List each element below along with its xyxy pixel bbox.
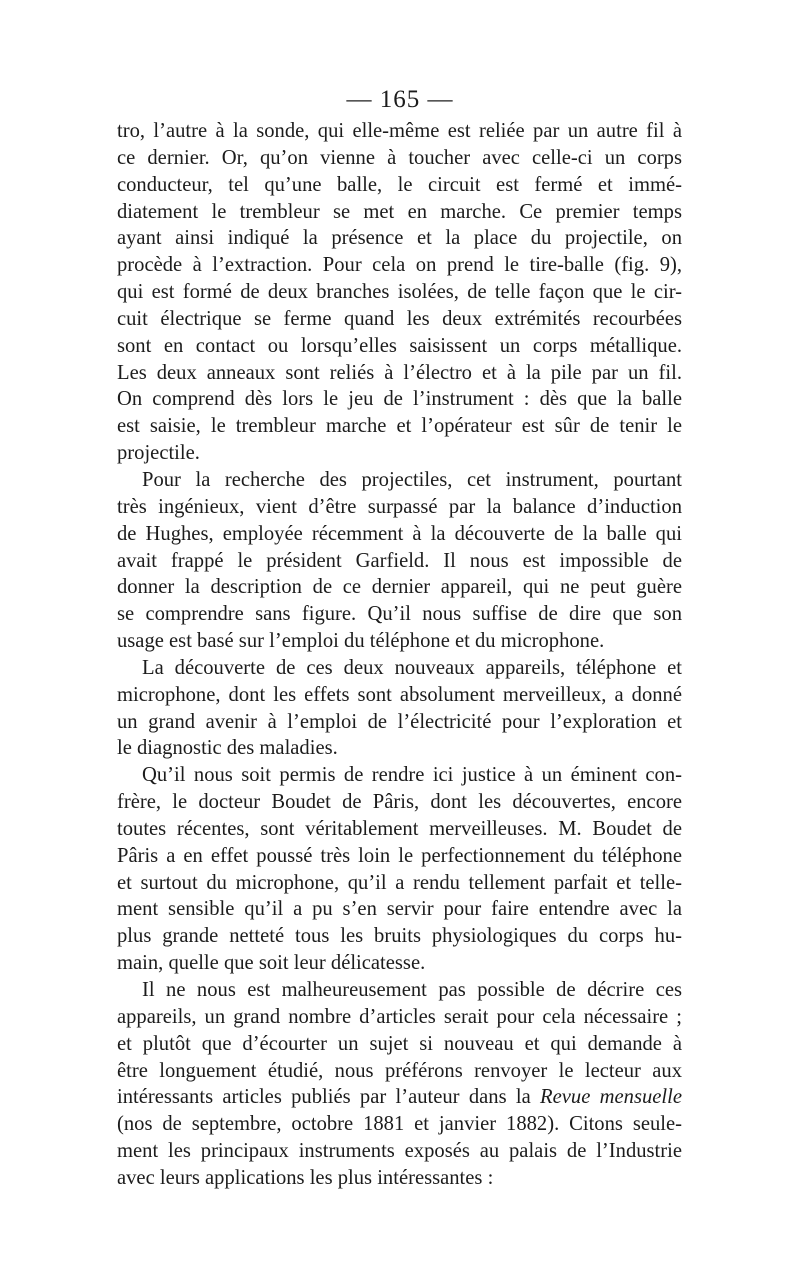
text-line: Pour la recherche des projectiles, cet instrument, pourtant [142, 468, 682, 491]
text-line: de Hughes, employée récemment à la découverte de la balle qui [117, 522, 682, 545]
text-line: ment les principaux instruments exposés au palais de l’Industrie [117, 1140, 682, 1163]
text-line: plus grande netteté tous les bruits physiologiques du corps hu- [117, 925, 682, 948]
page-number: — 165 — [346, 86, 454, 113]
text-line: Qu’il nous soit permis de rendre ici justice à un éminent con- [142, 764, 682, 787]
text-line-with-title [117, 1084, 682, 1111]
paragraph [117, 467, 682, 655]
text-line: conducteur, tel qu’une balle, le circuit est fermé et immé- [117, 173, 682, 196]
text-line: avait frappé le président Garfield. Il nous est impossible de [117, 549, 682, 572]
paragraph [117, 977, 682, 1192]
text-line: diatement le trembleur se met en marche. Ce premier temps [117, 200, 682, 223]
text-line: donner la description de ce dernier appareil, qui ne peut guère [117, 576, 682, 599]
text-line: un grand avenir à l’emploi de l’électricité pour l’exploration et [117, 710, 682, 733]
text-line: main, quelle que soit leur délicatesse. [117, 952, 426, 975]
paragraph [117, 762, 682, 977]
text-line: très ingénieux, vient d’être surpassé par la balance d’induction [117, 495, 682, 518]
text-line: le diagnostic des maladies. [117, 737, 338, 760]
text-line: La découverte de ces deux nouveaux appareils, téléphone et [142, 656, 682, 679]
text-line: cuit électrique se ferme quand les deux extrémités recourbées [117, 307, 682, 330]
text-line: microphone, dont les effets sont absolument merveilleux, a donné [117, 683, 682, 706]
text-line: Il ne nous est malheureusement pas possible de décrire ces [142, 979, 682, 1001]
text-line: ayant ainsi indiqué la présence et la place du projectile, on [117, 227, 682, 250]
text-line: est saisie, le trembleur marche et l’opérateur est sûr de tenir le [117, 415, 682, 438]
text-line: se comprendre sans figure. Qu’il nous suffise de dire que son [117, 603, 682, 626]
text-line: ment sensible qu’il a pu s’en servir pour faire entendre avec la [117, 898, 682, 921]
text-line: sont en contact ou lorsqu’elles saisissent un corps métallique. [117, 334, 682, 357]
text-line: usage est basé sur l’emploi du téléphone et du microphone. [117, 630, 605, 653]
text-line: toutes récentes, sont véritablement merveilleuses. M. Boudet de [117, 817, 682, 840]
text-line: et surtout du microphone, qu’il a rendu tellement parfait et telle- [117, 871, 682, 894]
text-line: frère, le docteur Boudet de Pâris, dont les découvertes, encore [117, 791, 682, 814]
body-text [117, 118, 682, 1192]
text-line: On comprend dès lors le jeu de l’instrument : dès que la balle [117, 388, 682, 411]
paragraph [117, 118, 682, 467]
text-line: qui est formé de deux branches isolées, de telle façon que le cir- [117, 281, 682, 304]
text-fragment: intéressants articles publiés par l’auteur dans la [117, 1086, 531, 1109]
text-line: et plutôt que d’écourter un sujet si nouveau et qui demande à [117, 1032, 682, 1055]
text-line: projectile. [117, 442, 200, 465]
paragraph [117, 655, 682, 762]
text-line: avec leurs applications les plus intéressantes : [117, 1166, 494, 1189]
text-line: Les deux anneaux sont reliés à l’électro et à la pile par un fil. [117, 361, 682, 384]
text-line: procède à l’extraction. Pour cela on prend le tire-balle (fig. 9), [117, 254, 682, 277]
text-line: appareils, un grand nombre d’articles serait pour cela nécessaire ; [117, 1005, 682, 1028]
text-line: tro, l’autre à la sonde, qui elle-même est reliée par un autre fil à [117, 120, 682, 142]
text-line: Pâris a en effet poussé très loin le perfectionnement du téléphone [117, 844, 682, 867]
text-line: (nos de septembre, octobre 1881 et janvier 1882). Citons seule- [117, 1113, 682, 1136]
text-line: ce dernier. Or, qu’on vienne à toucher avec celle-ci un corps [117, 146, 682, 169]
journal-title: Revue mensuelle [540, 1086, 682, 1109]
text-line: être longuement étudié, nous préférons renvoyer le lecteur aux [117, 1059, 682, 1082]
